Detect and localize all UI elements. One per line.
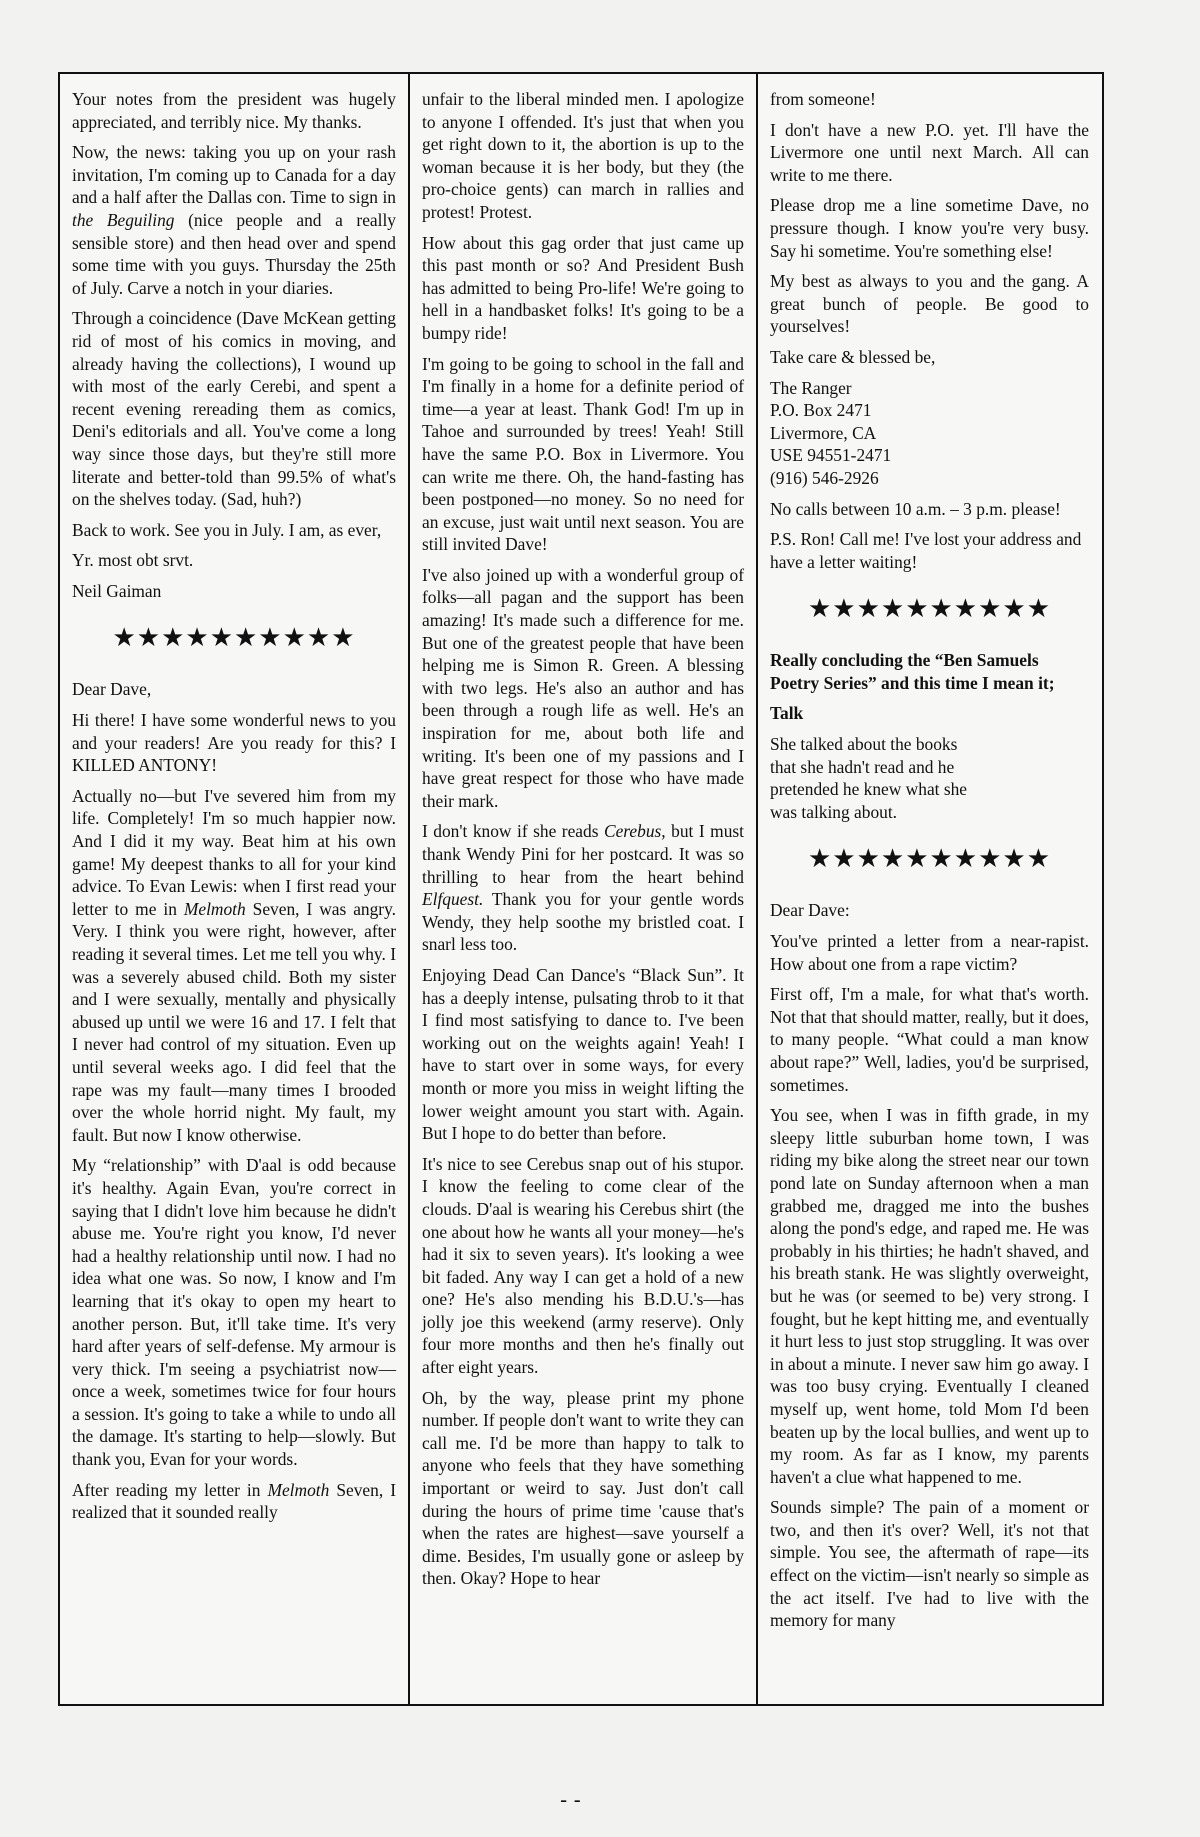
italic-title: the Beguiling: [72, 209, 175, 230]
paragraph: No calls between 10 a.m. – 3 p.m. please!: [770, 498, 1061, 519]
section-heading: Really concluding the “Ben Samuels Poetry Series” and this time I mean it;: [770, 650, 1055, 693]
text-run: Seven, I realized that it sounded really: [72, 1479, 396, 1523]
signoff: Yr. most obt srvt.: [72, 550, 194, 571]
text-run: After reading my letter in: [72, 1479, 268, 1500]
poem-line: pretended he knew what she: [770, 779, 968, 800]
paragraph: My “relationship” with D'aal is odd because it's healthy. Again Evan, you're correct in saying that I didn't love him because he didn't abuse me. You're right you know, I'd never had a healthy relationship until now. I had no idea what one was. So now, I know and I'm learning that it's okay to open my heart to another person. But, it'll take time. It's very hard after years of self-defense. My armour is very thick. I'm seeing a psychiatrist now—once a week, sometimes twice for four hours a session. It's going to take a while to undo all the damage. It's starting to help—slowly. But thank you, Evan for your words.: [72, 1155, 396, 1470]
paragraph: Please drop me a line sometime Dave, no pressure though. I know you're very busy. Say hi sometime. You're something else!: [770, 195, 1089, 261]
paragraph: It's nice to see Cerebus snap out of his stupor. I know the feeling to come clear of the clouds. D'aal is wearing his Cerebus shirt (the one about how he wants all your money—he's had it six to seven years). It's looking a wee bit faded. Any way I can get a hold of a new one? He's also mending his B.D.U.'s—has jolly joe this weekend (army reserve). Only four more months and then he's finally out after eight years.: [422, 1153, 744, 1378]
paragraph: I don't have a new P.O. yet. I'll have the Livermore one until next March. All can write to me there.: [770, 119, 1089, 185]
paragraph: Oh, by the way, please print my phone number. If people don't want to write they can call me. I'd be more than happy to talk to anyone who feels that they have something important or weird to say. Just don't call during the hours of prime time 'cause that's when the rates are highest—save yourself a dime. Besides, I'm usually gone or asleep by then. Okay? Hope to hear: [422, 1387, 744, 1589]
paragraph: I've also joined up with a wonderful group of folks—all pagan and the support has been amazing! It's made such a difference for me. But one of the greatest people that have been helping me is Simon R. Green. A blessing with two legs. He's also an author and has been through a rough life as well. He's an inspiration for me, about both life and writing. It's been one of my passions and I have great respect for those who have made their mark.: [422, 564, 744, 811]
paragraph: My best as always to you and the gang. A great bunch of people. Be good to yourselves!: [770, 271, 1089, 337]
italic-title: Melmoth: [267, 1479, 330, 1500]
text-run: (nice people and a really sensible store) and then head over and spend some time with you guys. Thursday the 25th of July. Carve a notch in your diaries.: [72, 209, 396, 298]
paragraph: [72, 1479, 396, 1524]
poem: [770, 733, 1089, 823]
text-run: Actually no—but I've severed him from my life. Completely! I'm so much happier now. And I did it my way. Beat him at his own game! My deepest thanks to all for your kind advice. To Evan Lewis: when I first read your letter to me in: [72, 785, 396, 919]
paragraph: Sounds simple? The pain of a moment or two, and then it's over? Well, it's not that simple. You see, the aftermath of rape—its effect on the victim—isn't nearly so simple as the act itself. I've had to live with the memory for many: [770, 1497, 1089, 1631]
paragraph: Through a coincidence (Dave McKean getting rid of most of his comics in moving, and already having the collections), I wound up with most of the early Cerebi, and spent a recent evening rereading them as comics, Deni's editorials and all. You've come a long way since those days, but they're still more literate and better-told than 99.5% of what's on the shelves today. (Sad, huh?): [72, 308, 396, 510]
paragraph: [72, 785, 396, 1147]
paragraph: [422, 820, 744, 956]
address-line: P.O. Box 2471: [770, 400, 872, 421]
phone-number: (916) 546-2926: [770, 467, 879, 488]
signoff: Take care & blessed be,: [770, 346, 936, 367]
paragraph: Your notes from the president was hugely appreciated, and terribly nice. My thanks.: [72, 89, 396, 132]
address-line: USE 94551-2471: [770, 445, 892, 466]
paragraph: P.S. Ron! Call me! I've lost your address and have a letter waiting!: [770, 529, 1082, 572]
column-3: [758, 74, 1101, 1704]
poem-line: She talked about the books: [770, 734, 958, 755]
postal-address: [770, 377, 1089, 490]
salutation: Dear Dave,: [72, 679, 152, 700]
address-line: Livermore, CA: [770, 422, 877, 443]
italic-title: Elfquest.: [422, 889, 484, 910]
text-run: Seven, I was angry. Very. I think you were right, however, after reading it several times. Let me tell you why. I was a severely abused child. Both my sister and I were sexually, mentally and physically abused up until we were 16 and 17. I felt that I never had control of my situation. Even up until several weeks ago. I did feel that the rape was my fault—many times I brooded over the whole horrid night. My fault, my fault. But now I know otherwise.: [72, 898, 397, 1145]
poem-title: Talk: [770, 703, 804, 724]
paragraph: I'm going to be going to school in the fall and I'm finally in a home for a definite period of time—a year at least. Thank God! I'm up in Tahoe and surrounded by trees! Yeah! Still have the same P.O. Box in Livermore. You can write me there. Oh, the hand-fasting has been postponed—no money. So no need for an excuse, just wait until next season. You are still invited Dave!: [422, 353, 744, 555]
star-divider: ★★★★★★★★★★: [807, 844, 1052, 875]
italic-title: Cerebus,: [603, 821, 666, 842]
text-run: Thank you for your gentle words Wendy, they help soothe my bristled coat. I snarl less too.: [422, 889, 744, 955]
star-divider: ★★★★★★★★★★: [112, 623, 356, 654]
address-line: The Ranger: [770, 377, 852, 398]
column-2: [410, 74, 758, 1704]
signature-name: Neil Gaiman: [72, 580, 162, 601]
paragraph: Back to work. See you in July. I am, as ever,: [72, 519, 382, 540]
star-divider: ★★★★★★★★★★: [807, 594, 1052, 625]
text-run: Now, the news: taking you up on your rash invitation, I'm coming up to Canada for a day and a half after the Dallas con. Time to sign in: [72, 142, 396, 208]
paragraph: You've printed a letter from a near-rapist. How about one from a rape victim?: [770, 931, 1089, 974]
column-1: [60, 74, 410, 1704]
paragraph: Hi there! I have some wonderful news to you and your readers! Are you ready for this? I KILLED ANTONY!: [72, 710, 396, 776]
page-folio: - -: [560, 1788, 581, 1812]
poem-line: was talking about.: [770, 801, 898, 822]
paragraph: Enjoying Dead Can Dance's “Black Sun”. It has a deeply intense, pulsating throb to it that I find most satisfying to dance to. I've been working out on the weights again! Yeah! I have to start over in some ways, for every month or more you miss in weight lifting the lower weight amount you start with. Again. But I hope to do better than before.: [422, 964, 744, 1144]
text-run: I don't know if she reads: [422, 821, 604, 842]
paragraph: How about this gag order that just came up this past month or so? And President Bush has admitted to being Pro-life! We're going to hell in a handbasket folks! It's going to be a bumpy ride!: [422, 232, 744, 343]
poem-line: that she hadn't read and he: [770, 756, 955, 777]
paragraph: unfair to the liberal minded men. I apologize to anyone I offended. It's just that when you get right down to it, the abortion is up to the woman because it is her body, but they (the pro-choice gents) can march in rallies and protest! Protest.: [422, 89, 744, 222]
paragraph: [72, 141, 396, 299]
paragraph: You see, when I was in fifth grade, in my sleepy little suburban home town, I was riding my bike along the street near our town pond late on Sunday afternoon when a man grabbed me, dragged me into the bushes along the pond's edge, and raped me. He was probably in his thirties; he hadn't shaved, and his breath stank. He was slightly overweight, but he was (or seemed to be) very strong. I fought, but he kept hitting me, and eventually it hurt less to just stop struggling. It was over in about a minute. I never saw him go away. I was too busy crying. Eventually I cleaned myself up, went home, told Mom I'd been beaten up by the local bullies, and went up to my room. As far as I know, my parents haven't a clue what happened to me.: [770, 1105, 1089, 1487]
salutation: Dear Dave:: [770, 900, 850, 921]
italic-title: Melmoth: [183, 898, 246, 919]
paragraph: First off, I'm a male, for what that's worth. Not that that should matter, really, but it does, to many people. “What could a man know about rape?” Well, ladies, you'd be surprised, sometimes.: [770, 984, 1089, 1095]
letters-page-frame: [58, 72, 1104, 1706]
paragraph: from someone!: [770, 89, 876, 109]
text-run: but I must thank Wendy Pini for her postcard. It was so thrilling to hear from the heart behind: [422, 821, 744, 887]
